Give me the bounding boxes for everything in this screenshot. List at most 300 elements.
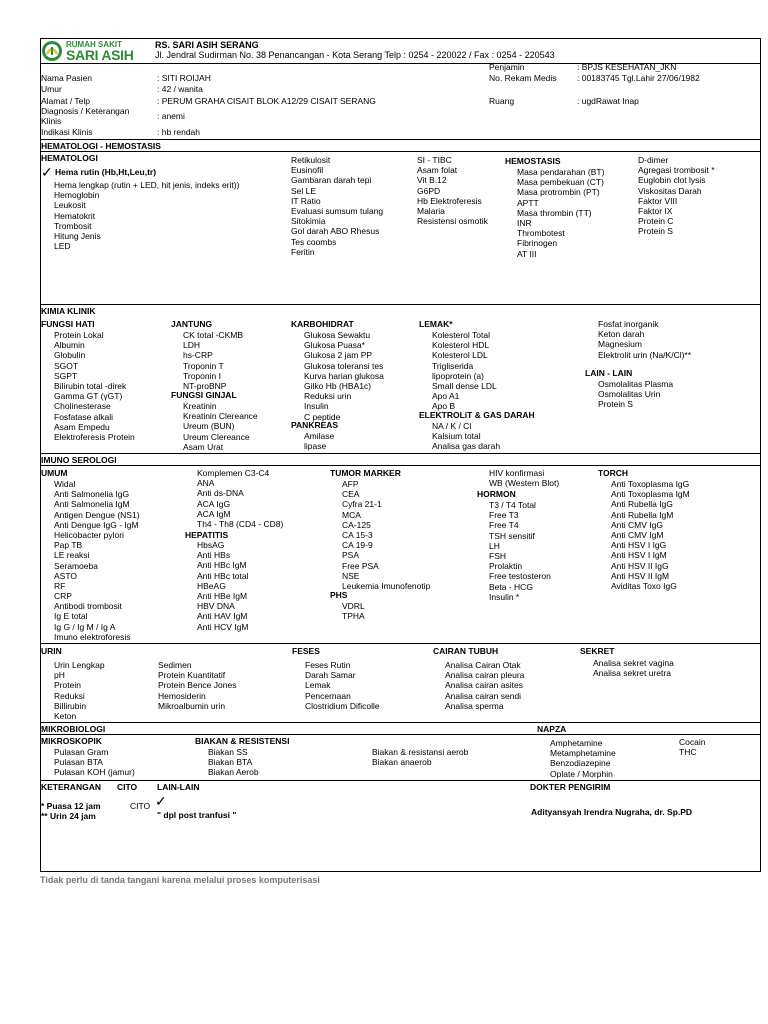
section-divider-imuno bbox=[40, 453, 761, 454]
list-item: FSH bbox=[489, 550, 506, 561]
list-item: Pap TB bbox=[54, 540, 83, 551]
list-item: CEA bbox=[342, 489, 360, 500]
section-divider-imuno-sub bbox=[40, 465, 761, 466]
list-item: Biakan & resistansi aerob bbox=[372, 747, 469, 757]
list-item: Anti HAV IgM bbox=[197, 611, 248, 622]
list-item: Analisa gas darah bbox=[432, 441, 501, 452]
table-border-right bbox=[760, 38, 761, 871]
list-item: CA-125 bbox=[342, 519, 371, 530]
list-item: INR bbox=[517, 217, 532, 228]
list-item: Gilko Hb (HBA1c) bbox=[304, 380, 372, 391]
list-item: Albumin bbox=[54, 340, 85, 351]
fungsi-ginjal-title: FUNGSI GINJAL bbox=[171, 390, 237, 400]
list-item: Benzodiazepine bbox=[550, 758, 611, 769]
list-item: D-dimer bbox=[638, 155, 669, 165]
list-item: Anti HCV IgM bbox=[197, 621, 249, 632]
section-hematologi: HEMATOLOGI - HEMOSTASIS bbox=[41, 141, 161, 151]
list-item: HBeAG bbox=[197, 580, 226, 591]
hospital-address: Jl. Jendral Sudirman No. 38 Penancangan - Kota Serang Telp : 0254 - 220022 / Fax : 0254 - 220543 bbox=[155, 50, 555, 60]
list-item: CRP bbox=[54, 591, 72, 602]
list-item: Analisa cairan asites bbox=[445, 680, 523, 691]
list-item: Trigliserida bbox=[432, 360, 474, 371]
list-item: Asam Empedu bbox=[54, 421, 110, 432]
list-item: Hemoglobin bbox=[54, 190, 100, 201]
list-item: Seramoeba bbox=[54, 560, 98, 571]
list-item: Anti HBc total bbox=[197, 570, 249, 581]
napza-title: NAPZA bbox=[537, 724, 567, 734]
list-item: AFP bbox=[342, 479, 359, 489]
list-item: Hb Elektroferesis bbox=[417, 195, 482, 206]
list-item: Reduksi bbox=[54, 690, 85, 701]
list-item: Gambaran darah tepi bbox=[291, 175, 372, 186]
diagnosis-label-1: Diagnosis / Keterangan bbox=[41, 106, 130, 116]
list-item: Analisa sekret uretra bbox=[593, 668, 671, 679]
list-item: Widal bbox=[54, 479, 76, 489]
list-item: Ureum (BUN) bbox=[183, 421, 235, 432]
list-item: Anti Toxoplasma IgG bbox=[611, 479, 690, 489]
section-imuno: IMUNO SEROLOGI bbox=[41, 455, 117, 465]
list-item: Kurva harian glukosa bbox=[304, 370, 384, 381]
phs-list bbox=[342, 601, 365, 621]
urin-col1-list bbox=[54, 660, 105, 721]
list-item: Pulasan BTA bbox=[54, 757, 103, 768]
list-item: Cholinesterase bbox=[54, 401, 111, 412]
hormon-title: HORMON bbox=[477, 489, 516, 499]
biakan-title: BIAKAN & RESISTENSI bbox=[195, 736, 290, 746]
list-item: Kolesterol LDL bbox=[432, 350, 488, 361]
list-item: Analisa Cairan Otak bbox=[445, 660, 521, 670]
cito-check-icon: ✓ bbox=[155, 793, 167, 809]
list-item: ACA IgG bbox=[197, 498, 231, 509]
list-item: IT Ratio bbox=[291, 195, 321, 206]
list-item: Anti Toxoplasma IgM bbox=[611, 489, 690, 500]
list-item: Ig G / Ig M / Ig A bbox=[54, 621, 116, 632]
torch-list bbox=[611, 479, 690, 591]
keterangan-title: KETERANGAN bbox=[41, 782, 101, 792]
list-item: Pencernaan bbox=[305, 690, 351, 701]
list-item: Hematokrit bbox=[54, 210, 96, 221]
hematologi-col1 bbox=[54, 180, 239, 251]
list-item: Elektrolit urin (Na/K/Cl)** bbox=[598, 349, 692, 360]
napza2-list bbox=[679, 737, 705, 757]
umum-list bbox=[54, 479, 140, 642]
list-item: APTT bbox=[517, 197, 539, 208]
list-item: Hemosiderin bbox=[158, 690, 206, 701]
puasa-note: * Puasa 12 jam bbox=[41, 801, 101, 811]
list-item: Trombosit bbox=[54, 220, 92, 231]
list-item: Komplemen C3-C4 bbox=[197, 468, 270, 478]
list-item: Sedimen bbox=[158, 660, 192, 670]
list-item: Eusinofil bbox=[291, 165, 324, 176]
list-item: Ureum Clereance bbox=[183, 431, 250, 442]
patient-address-label: Alamat / Telp bbox=[41, 96, 90, 106]
list-item: Anti CMV IgG bbox=[611, 519, 663, 530]
list-item: Masa thrombin (TT) bbox=[517, 207, 592, 218]
patient-name: : SITI ROIJAH bbox=[157, 73, 211, 83]
list-item: Hitung Jenis bbox=[54, 230, 101, 241]
list-item: Free T4 bbox=[489, 520, 519, 531]
list-item: Anti HBe IgM bbox=[197, 590, 248, 601]
list-item: Protein S bbox=[638, 226, 673, 237]
list-item: Cocain bbox=[679, 737, 706, 747]
indication-value: : hb rendah bbox=[157, 127, 201, 137]
list-item: Evaluasi sumsum tulang bbox=[291, 205, 384, 216]
indication-label: Indikasi Klinis bbox=[41, 127, 93, 137]
list-item: Pulasan Gram bbox=[54, 747, 109, 757]
list-item: Protein Lokal bbox=[54, 330, 104, 340]
list-item: Fibrinogen bbox=[517, 238, 558, 249]
biakan2-list bbox=[372, 747, 468, 767]
list-item: Gol darah ABO Rhesus bbox=[291, 226, 380, 237]
list-item: Gamma GT (γGT) bbox=[54, 391, 123, 402]
list-item: Kolesterol HDL bbox=[432, 340, 490, 351]
list-item: Urin Lengkap bbox=[54, 660, 105, 670]
pankreas-title: PANKREAS bbox=[291, 420, 339, 430]
list-item: WB (Western Blot) bbox=[489, 478, 560, 489]
list-item: Anti CMV IgM bbox=[611, 529, 664, 540]
list-item: Reduksi urin bbox=[304, 391, 352, 402]
list-item: Masa pembekuan (CT) bbox=[517, 177, 604, 188]
list-item: Fosfatase alkali bbox=[54, 411, 114, 422]
list-item: Troponin I bbox=[183, 370, 221, 381]
list-item: TPHA bbox=[342, 611, 365, 622]
lemak-list bbox=[432, 330, 497, 412]
patient-address: : PERUM GRAHA CISAIT BLOK A12/29 CISAIT SERANG bbox=[157, 96, 376, 106]
list-item: Anti ds-DNA bbox=[197, 488, 244, 499]
list-item: Thrombotest bbox=[517, 228, 565, 239]
karbohidrat-title: KARBOHIDRAT bbox=[291, 319, 354, 329]
list-item: Billirubin bbox=[54, 700, 87, 711]
sekret-list bbox=[593, 658, 674, 678]
list-item: Mikroalbumin urin bbox=[158, 700, 226, 711]
list-item: Th4 - Th8 (CD4 - CD8) bbox=[197, 518, 284, 529]
elektrolit-list bbox=[432, 421, 500, 452]
list-item: Darah Samar bbox=[305, 670, 356, 681]
list-item: Apo B bbox=[432, 401, 456, 412]
cito-label: CITO bbox=[130, 801, 151, 811]
biakan-list bbox=[208, 747, 259, 778]
list-item: ASTO bbox=[54, 570, 77, 581]
list-item: Glukosa toleransi tes bbox=[304, 360, 384, 371]
list-item: lipoprotein (a) bbox=[432, 370, 484, 381]
list-item: Anti HSV II IgG bbox=[611, 560, 669, 571]
feses-title: FESES bbox=[292, 646, 320, 656]
list-item: Aviditas Toxo IgG bbox=[611, 580, 677, 591]
hematologi-title: HEMATOLOGI bbox=[41, 153, 98, 163]
section-kimia: KIMIA KLINIK bbox=[41, 306, 96, 316]
dokter-pengirim-title: DOKTER PENGIRIM bbox=[530, 782, 611, 792]
list-item: Cyfra 21-1 bbox=[342, 499, 382, 510]
list-item: NA / K / Cl bbox=[432, 421, 472, 431]
feses-list bbox=[305, 660, 380, 711]
patient-age: : 42 / wanita bbox=[157, 84, 203, 94]
lain-lain-header: LAIN-LAIN bbox=[157, 782, 200, 792]
hepatitis-title: HEPATITIS bbox=[185, 530, 229, 540]
patient-name-label: Nama Pasien bbox=[41, 73, 93, 83]
list-item: LED bbox=[54, 241, 71, 252]
list-item: Kreatinin bbox=[183, 401, 217, 411]
doctor-name: Adityansyah Irendra Nugraha, dr. Sp.PD bbox=[531, 807, 693, 817]
cairan-tubuh-list bbox=[445, 660, 524, 711]
list-item: Masa protrombin (PT) bbox=[517, 187, 600, 198]
list-item: SGOT bbox=[54, 360, 79, 371]
room-value: : ugdRawat Inap bbox=[577, 96, 639, 106]
logo-line2: SARI ASIH bbox=[66, 47, 134, 63]
list-item: Faktor IX bbox=[638, 205, 673, 216]
list-item: HbsAG bbox=[197, 540, 225, 550]
list-item: ANA bbox=[197, 478, 215, 489]
list-item: CK total -CKMB bbox=[183, 330, 243, 340]
fungsi-hati-title: FUNGSI HATI bbox=[41, 319, 95, 329]
elektrolit-title: ELEKTROLiT & GAS DARAH bbox=[419, 410, 535, 420]
list-item: Prolaktin bbox=[489, 561, 523, 572]
list-item: Analisa sperma bbox=[445, 700, 504, 711]
jantung-title: JANTUNG bbox=[171, 319, 213, 329]
diagnosis-label-2: Klinis bbox=[41, 116, 62, 126]
lemak-title: LEMAK* bbox=[419, 319, 453, 329]
tumor-marker-list bbox=[342, 479, 430, 591]
section-divider-urin bbox=[40, 643, 761, 644]
napza-list bbox=[550, 738, 616, 779]
list-item: Sitokimia bbox=[291, 216, 326, 227]
list-item: CA 19-9 bbox=[342, 540, 373, 551]
patient-age-label: Umur bbox=[41, 84, 62, 94]
list-item: Amphetamine bbox=[550, 738, 603, 748]
list-item: Osmolalitas Urin bbox=[598, 389, 661, 400]
list-item: Kalsium total bbox=[432, 431, 481, 442]
list-item: Anti HSV I IgM bbox=[611, 550, 667, 561]
section-divider-mikro-sub bbox=[40, 734, 761, 735]
guarantor-label: Penjamin bbox=[489, 62, 525, 72]
list-item: NSE bbox=[342, 570, 360, 581]
list-item: Retikulosit bbox=[291, 155, 331, 165]
list-item: Magnesium bbox=[598, 339, 642, 350]
list-item: Clostridium Dificolle bbox=[305, 700, 380, 711]
list-item: pH bbox=[54, 670, 65, 681]
section-divider-hematologi bbox=[40, 139, 761, 140]
diagnosis-value: : anemi bbox=[157, 111, 185, 121]
list-item: Osmolalitas Plasma bbox=[598, 379, 674, 389]
list-item: Imuno elektroforesis bbox=[54, 631, 131, 642]
list-item: Insulin * bbox=[489, 591, 520, 602]
section-mikrobiologi: MIKROBIOLOGI bbox=[41, 724, 106, 734]
list-item: Small dense LDL bbox=[432, 380, 497, 391]
list-item: Analisa cairan sendi bbox=[445, 690, 522, 701]
list-item: LE reaksi bbox=[54, 550, 90, 561]
list-item: Antibodi trombosit bbox=[54, 601, 123, 612]
list-item: Lemak bbox=[305, 680, 331, 691]
list-item: Free testosteron bbox=[489, 571, 551, 582]
list-item: Globulin bbox=[54, 350, 86, 361]
mikroskopik-title: MIKROSKOPIK bbox=[41, 736, 102, 746]
list-item: LDH bbox=[183, 340, 201, 351]
hematologi-col3 bbox=[417, 155, 488, 226]
list-item: Anti Salmonelia IgM bbox=[54, 499, 130, 510]
list-item: LH bbox=[489, 540, 500, 551]
cairan-tubuh-title: CAIRAN TUBUH bbox=[433, 646, 499, 656]
list-item: Helicobacter pylori bbox=[54, 529, 124, 540]
list-item: Leukosit bbox=[54, 200, 86, 211]
list-item: Metamphetamine bbox=[550, 748, 616, 759]
list-item: Glukosa Sewaktu bbox=[304, 330, 371, 340]
list-item: Troponin T bbox=[183, 360, 224, 371]
list-item: Anti Rubella IgG bbox=[611, 499, 673, 510]
hiv-list bbox=[489, 468, 559, 488]
footer-note: Tidak perlu di tanda tangani karena melalui proses komputerisasi bbox=[40, 875, 320, 885]
list-item: G6PD bbox=[417, 185, 441, 196]
list-item: Biakan Aerob bbox=[208, 767, 259, 778]
list-item: Free T3 bbox=[489, 510, 519, 521]
list-item: Vit B.12 bbox=[417, 175, 447, 186]
list-item: T3 / T4 Total bbox=[489, 500, 536, 510]
list-item: NT-proBNP bbox=[183, 380, 227, 391]
list-item: TSH sensitif bbox=[489, 530, 535, 541]
list-item: Insulin bbox=[304, 401, 329, 412]
umum-title: UMUM bbox=[41, 468, 68, 478]
list-item: Euglobin clot lysis bbox=[638, 175, 706, 186]
urin-title: URIN bbox=[41, 646, 62, 656]
list-item: Tes coombs bbox=[291, 236, 337, 247]
hemostasis-col bbox=[517, 167, 604, 259]
room-label: Ruang bbox=[489, 96, 515, 106]
table-border-bottom bbox=[40, 871, 761, 872]
list-item: Free PSA bbox=[342, 560, 379, 571]
list-item: Protein S bbox=[598, 399, 633, 410]
lain-lain-list bbox=[598, 379, 673, 410]
list-item: Asam Urat bbox=[183, 441, 224, 452]
phs-title: PHS bbox=[330, 590, 348, 600]
kimia-misc-list bbox=[598, 319, 691, 360]
list-item: Kolesterol Total bbox=[432, 330, 490, 340]
hormon-list bbox=[489, 500, 551, 602]
list-item: HBV DNA bbox=[197, 601, 235, 612]
list-item: Leukemia Imunofenotip bbox=[342, 580, 431, 591]
list-item: RF bbox=[54, 580, 66, 591]
list-item: Viskositas Darah bbox=[638, 185, 702, 196]
list-item: Amilase bbox=[304, 431, 335, 441]
list-item: Masa pendarahan (BT) bbox=[517, 167, 605, 177]
list-item: MCA bbox=[342, 509, 361, 520]
list-item: Anti Salmonelia IgG bbox=[54, 489, 130, 500]
imuno-col2-list bbox=[197, 468, 283, 529]
list-item: Malaria bbox=[417, 205, 445, 216]
hospital-name: RS. SARI ASIH SERANG bbox=[155, 40, 259, 50]
list-item: THC bbox=[679, 747, 697, 758]
list-item: Oplate / Morphin bbox=[550, 768, 613, 779]
list-item: Antigen Dengue (NS1) bbox=[54, 509, 140, 520]
list-item: Asam folat bbox=[417, 165, 458, 176]
list-item: CA 15-3 bbox=[342, 529, 373, 540]
pankreas-list bbox=[304, 431, 334, 451]
lain-lain-title: LAIN - LAIN bbox=[585, 368, 633, 378]
list-item: Glukosa 2 jam PP bbox=[304, 350, 373, 361]
list-item: Hema lengkap (rutin + LED, hit jenis, indeks erit)) bbox=[54, 180, 240, 190]
tumor-marker-title: TUMOR MARKER bbox=[330, 468, 401, 478]
check-icon: ✓ bbox=[41, 164, 53, 180]
list-item: Anti HBs bbox=[197, 550, 231, 561]
mr-label: No. Rekam Medis bbox=[489, 73, 557, 83]
list-item: Sel LE bbox=[291, 185, 317, 196]
guarantor-value: : BPJS KESEHATAN_JKN bbox=[577, 62, 677, 72]
list-item: Pulasan KOH (jamur) bbox=[54, 767, 135, 778]
list-item: ACA IgM bbox=[197, 508, 231, 519]
hospital-logo bbox=[41, 39, 149, 63]
mikroskopik-list bbox=[54, 747, 135, 778]
mr-value: : 00183745 Tgl.Lahir 27/06/1982 bbox=[577, 73, 700, 83]
fungsi-hati-list bbox=[54, 330, 135, 442]
list-item: Beta - HCG bbox=[489, 581, 533, 592]
list-item: Kreatinin Clereance bbox=[183, 411, 258, 422]
hepatitis-list bbox=[197, 540, 249, 632]
list-item: Bilirubin total -direk bbox=[54, 380, 127, 391]
list-item: SGPT bbox=[54, 370, 78, 381]
list-item: lipase bbox=[304, 441, 327, 452]
cito-title: CITO bbox=[117, 782, 138, 792]
hemostasis-col2 bbox=[638, 155, 715, 237]
list-item: Apo A1 bbox=[432, 391, 460, 402]
lain-lain-note: " dpl post tranfusi " bbox=[157, 810, 237, 820]
list-item: Anti HSV II IgM bbox=[611, 570, 670, 581]
list-item: Anti HBc IgM bbox=[197, 560, 247, 571]
hematologi-col2 bbox=[291, 155, 383, 257]
urin-col2-list bbox=[158, 660, 236, 711]
list-item: hs-CRP bbox=[183, 350, 213, 361]
hema-rutin-checked: Hema rutin (Hb,Ht,Leu,tr) bbox=[55, 167, 157, 177]
list-item: Protein Bence Jones bbox=[158, 680, 237, 691]
list-item: Protein C bbox=[638, 216, 674, 227]
urin-note: ** Urin 24 jam bbox=[41, 811, 96, 821]
logo-line1: RUMAH SAKIT bbox=[66, 40, 122, 49]
list-item: Glukosa Puasa* bbox=[304, 340, 365, 351]
torch-title: TORCH bbox=[598, 468, 629, 478]
fungsi-ginjal-list bbox=[183, 401, 258, 452]
list-item: Fosfat inorganik bbox=[598, 319, 659, 329]
list-item: Ig E total bbox=[54, 611, 88, 622]
list-item: Feritin bbox=[291, 246, 315, 257]
list-item: Anti Rubella IgM bbox=[611, 509, 674, 520]
list-item: PSA bbox=[342, 550, 360, 561]
list-item: Analisa sekret vagina bbox=[593, 658, 674, 668]
list-item: Keton bbox=[54, 710, 77, 721]
list-item: HIV konfirmasi bbox=[489, 468, 545, 478]
list-item: SI - TIBC bbox=[417, 155, 452, 165]
list-item: AT III bbox=[517, 248, 537, 259]
list-item: Anti HSV I IgG bbox=[611, 540, 667, 551]
section-divider-kimia bbox=[40, 304, 761, 305]
list-item: Keton darah bbox=[598, 329, 645, 340]
list-item: Resistensi osmotik bbox=[417, 216, 488, 227]
section-divider-keterangan bbox=[40, 780, 761, 781]
hemostasis-title: HEMOSTASIS bbox=[505, 156, 561, 166]
list-item: Protein bbox=[54, 680, 81, 691]
list-item: Agregasi trombosit * bbox=[638, 165, 715, 176]
list-item: Biakan BTA bbox=[208, 757, 253, 768]
section-divider-mikro bbox=[40, 722, 761, 723]
list-item: Biakan anaerob bbox=[372, 757, 432, 768]
list-item: Analisa cairan pleura bbox=[445, 670, 525, 681]
list-item: Protein Kuantitatif bbox=[158, 670, 226, 681]
sekret-title: SEKRET bbox=[580, 646, 615, 656]
list-item: C peptide bbox=[304, 411, 341, 422]
list-item: VDRL bbox=[342, 601, 365, 611]
list-item: Elektroferesis Protein bbox=[54, 431, 135, 442]
list-item: Feses Rutin bbox=[305, 660, 351, 670]
list-item: Anti Dengue IgG - IgM bbox=[54, 519, 139, 530]
karbohidrat-list bbox=[304, 330, 384, 422]
list-item: Faktor VIII bbox=[638, 195, 678, 206]
list-item: Biakan SS bbox=[208, 747, 248, 757]
jantung-list bbox=[183, 330, 243, 391]
